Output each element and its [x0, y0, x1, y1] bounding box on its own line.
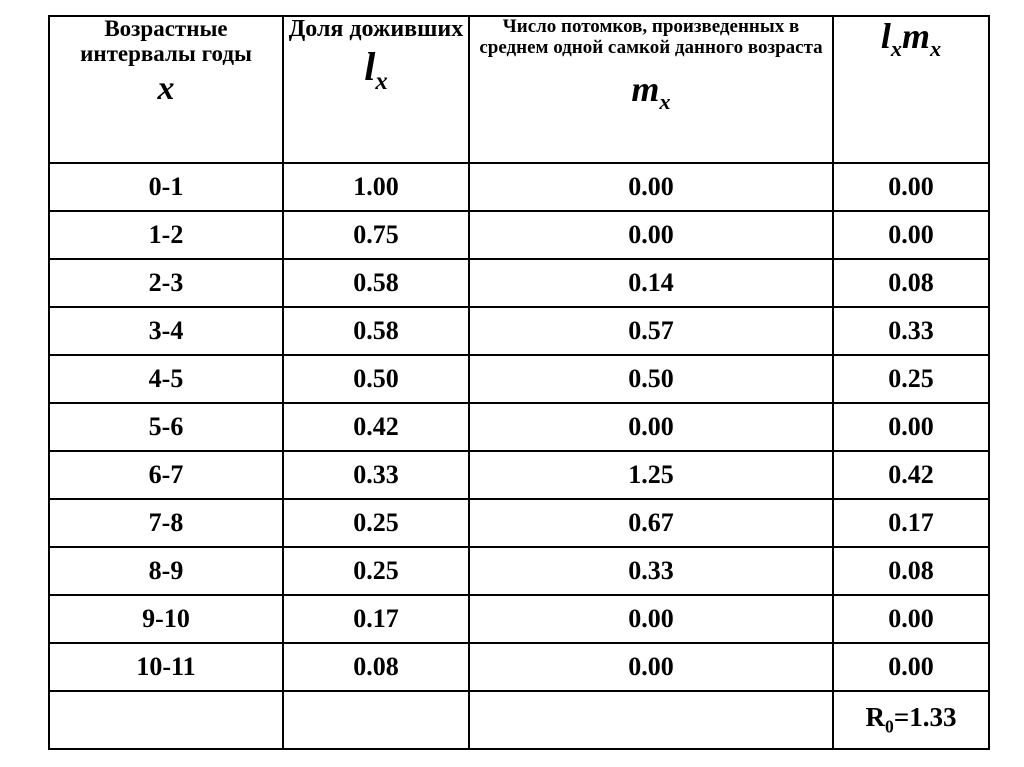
offspring-cell: 0.57	[469, 307, 833, 355]
survival-cell: 0.25	[283, 547, 469, 595]
survival-cell: 0.17	[283, 595, 469, 643]
header-offspring	[469, 16, 833, 163]
product-cell: 0.08	[833, 259, 989, 307]
table-row	[49, 355, 989, 403]
product-cell: 0.00	[833, 403, 989, 451]
survival-cell: 0.58	[283, 259, 469, 307]
header-survival-label: Доля доживших	[288, 16, 464, 42]
header-age-label: Возрастные интервалы годы	[80, 16, 252, 66]
offspring-cell: 1.25	[469, 451, 833, 499]
age-cell: 9-10	[49, 595, 283, 643]
offspring-cell: 0.00	[469, 163, 833, 211]
survival-cell: 0.33	[283, 451, 469, 499]
table-row	[49, 451, 989, 499]
header-age-interval	[49, 16, 283, 163]
age-cell: 0-1	[49, 163, 283, 211]
header-product-symbol: $l_xm_x$	[880, 16, 942, 62]
product-cell: 0.08	[833, 547, 989, 595]
header-survival-symbol: $l_x$	[364, 43, 388, 95]
age-cell: 4-5	[49, 355, 283, 403]
offspring-cell: 0.00	[469, 403, 833, 451]
age-cell: 8-9	[49, 547, 283, 595]
age-cell: 2-3	[49, 259, 283, 307]
header-offspring-label: Число потомков, произведенных в среднем одной самкой данного возраста	[479, 16, 823, 58]
life-table	[48, 15, 990, 750]
survival-cell: 0.75	[283, 211, 469, 259]
survival-cell: 0.08	[283, 643, 469, 691]
product-cell: 0.42	[833, 451, 989, 499]
age-cell: 3-4	[49, 307, 283, 355]
age-cell: 6-7	[49, 451, 283, 499]
table-row	[49, 595, 989, 643]
survival-cell: 1.00	[283, 163, 469, 211]
table-row	[49, 403, 989, 451]
product-cell: 0.17	[833, 499, 989, 547]
footer-empty-cell	[283, 691, 469, 749]
product-cell: 0.33	[833, 307, 989, 355]
age-cell: 5-6	[49, 403, 283, 451]
footer-row	[49, 691, 989, 749]
header-product	[833, 16, 989, 163]
footer-empty-cell	[469, 691, 833, 749]
offspring-cell: 0.14	[469, 259, 833, 307]
table-row	[49, 163, 989, 211]
age-cell: 7-8	[49, 499, 283, 547]
age-cell: 10-11	[49, 643, 283, 691]
survival-cell: 0.50	[283, 355, 469, 403]
offspring-cell: 0.00	[469, 595, 833, 643]
table-row	[49, 499, 989, 547]
product-cell: 0.25	[833, 355, 989, 403]
table-row	[49, 643, 989, 691]
table-body	[49, 163, 989, 691]
header-offspring-symbol: $m_x$	[631, 69, 671, 115]
offspring-cell: 0.50	[469, 355, 833, 403]
product-cell: 0.00	[833, 211, 989, 259]
table-row	[49, 211, 989, 259]
product-cell: 0.00	[833, 163, 989, 211]
header-age-symbol: x	[157, 69, 175, 107]
offspring-cell: 0.33	[469, 547, 833, 595]
table-row	[49, 259, 989, 307]
net-reproductive-rate: $R_0=1.33$	[833, 691, 989, 749]
offspring-cell: 0.00	[469, 211, 833, 259]
header-survival	[283, 16, 469, 163]
product-cell: 0.00	[833, 595, 989, 643]
offspring-cell: 0.67	[469, 499, 833, 547]
age-cell: 1-2	[49, 211, 283, 259]
footer-empty-cell	[49, 691, 283, 749]
table-row	[49, 307, 989, 355]
offspring-cell: 0.00	[469, 643, 833, 691]
table-row	[49, 547, 989, 595]
product-cell: 0.00	[833, 643, 989, 691]
survival-cell: 0.58	[283, 307, 469, 355]
survival-cell: 0.42	[283, 403, 469, 451]
survival-cell: 0.25	[283, 499, 469, 547]
header-row	[49, 16, 989, 163]
